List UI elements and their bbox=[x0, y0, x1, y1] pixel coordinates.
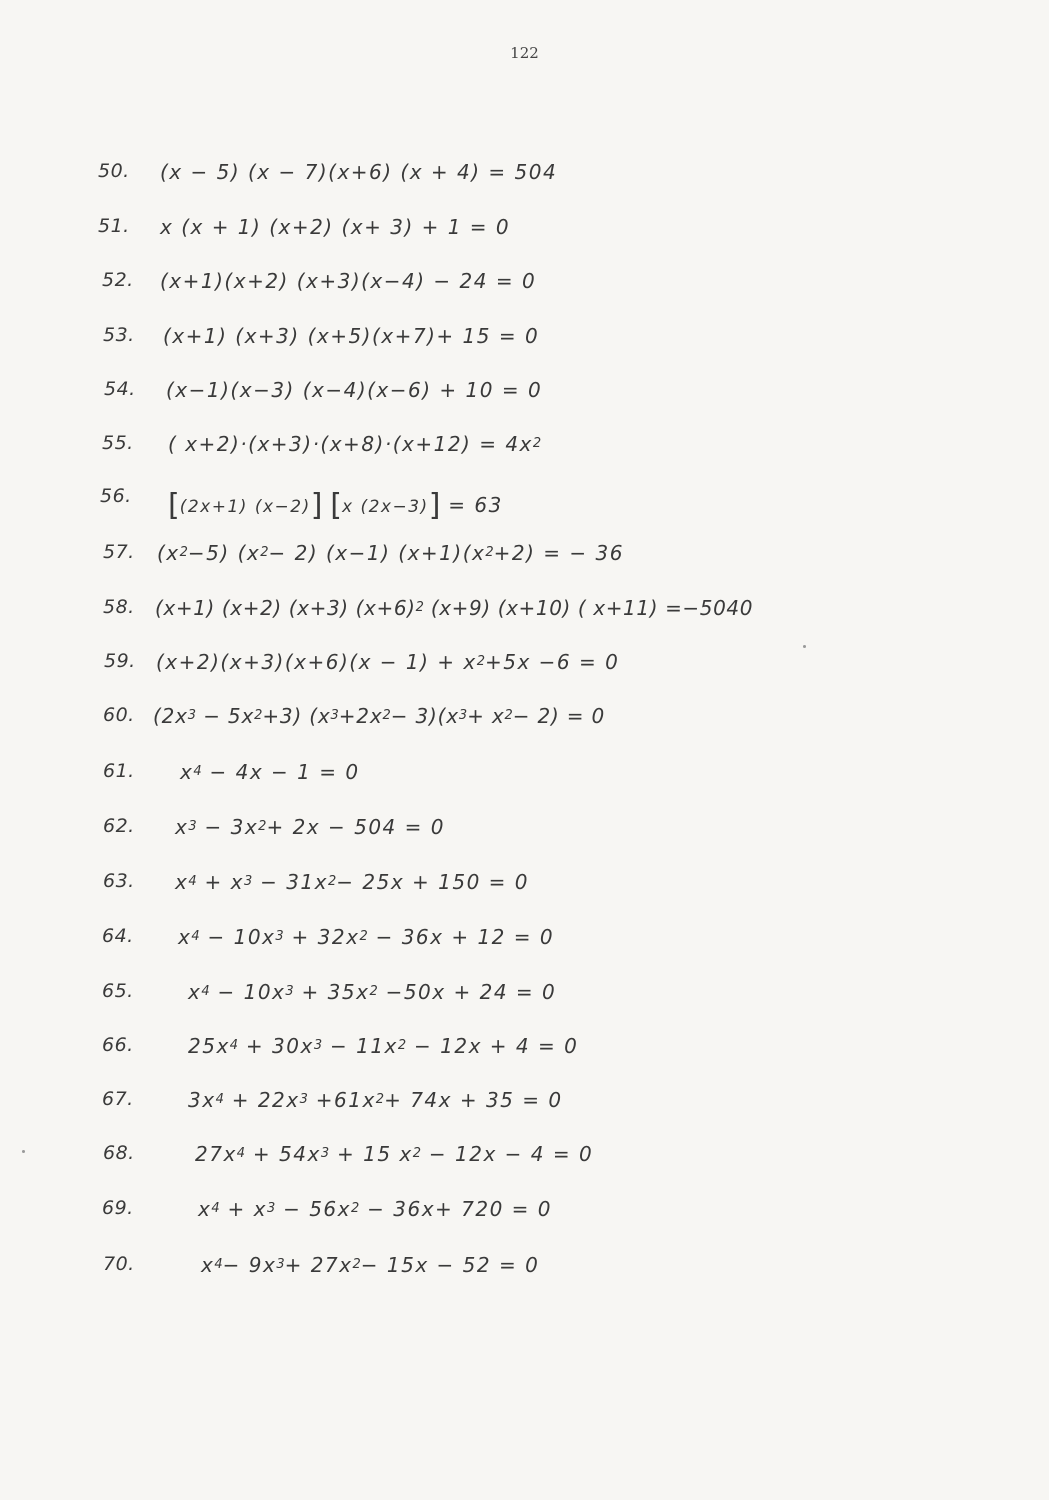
equation: ( $x+2)\cdot(x+3)\cdot(x+8)\cdot(x+12) = 4x^2$ bbox=[168, 432, 542, 456]
equation: $27x^4 + 54x^3 + 15$ $x^2 - 12x - 4 = 0$ bbox=[195, 1142, 594, 1166]
problem-number: 60. bbox=[103, 704, 135, 726]
equation: (x+1)(x+2) (x+3)(x−4) − 24 = 0 bbox=[160, 269, 537, 293]
problem-number: 53. bbox=[103, 324, 135, 346]
problem-number: 51. bbox=[98, 215, 130, 237]
problem-number: 58. bbox=[103, 596, 135, 618]
problem-number: 50. bbox=[98, 160, 130, 182]
stray-mark bbox=[22, 1150, 25, 1153]
equation: (x−1)(x−3) (x−4)(x−6) + 10 = 0 bbox=[166, 378, 543, 402]
problem-number: 65. bbox=[102, 980, 134, 1002]
problem-number: 66. bbox=[102, 1034, 134, 1056]
equation: (x+1) (x+3) (x+5)(x+7)+ 15 = 0 bbox=[163, 324, 540, 348]
problem-number: 70. bbox=[103, 1253, 135, 1275]
equation: $3x^4 + 22x^3 +61x^2+ 74x + 35 = 0$ bbox=[188, 1088, 563, 1112]
problem-number: 59. bbox=[104, 650, 136, 672]
problem-number: 67. bbox=[102, 1088, 134, 1110]
problem-number: 64. bbox=[102, 925, 134, 947]
problem-number: 57. bbox=[103, 541, 135, 563]
problem-number: 62. bbox=[103, 815, 135, 837]
problem-number: 68. bbox=[103, 1142, 135, 1164]
problem-number: 55. bbox=[102, 432, 134, 454]
equation: $x^4 + x^3 - 31x^2- 25x + 150 = 0$ bbox=[175, 870, 530, 894]
equation: $x^4 - 10x^3 + 35x^2 -50x + 24 = 0$ bbox=[188, 980, 557, 1004]
equation: $x^4 - 10x^3 + 32x^2 - 36x + 12 = 0$ bbox=[178, 925, 555, 949]
equation: $x^4- 9x^3+ 27x^2- 15x - 52 = 0$ bbox=[201, 1253, 540, 1277]
stray-mark bbox=[803, 645, 806, 648]
equation: $(x^2-5)$ $(x^2- 2)$ (x−1) $(x+1)(x^2+2)$ = − 36 bbox=[157, 541, 624, 565]
page-number: 122 bbox=[510, 44, 539, 62]
equation: $x^4 - 4x - 1 = 0$ bbox=[180, 760, 360, 784]
equation: $(2x^3 - 5x^2+3)$ $(x^3+2x^2- 3)(x^3+ x^2- 2) = 0$ bbox=[153, 704, 606, 728]
problem-number: 63. bbox=[103, 870, 135, 892]
equation: $x^3 - 3x^2+ 2x - 504 = 0$ bbox=[175, 815, 445, 839]
equation: $25x^4 + 30x^3 - 11x^2 - 12x + 4 = 0$ bbox=[188, 1034, 579, 1058]
problem-number: 69. bbox=[102, 1197, 134, 1219]
problem-number: 56. bbox=[100, 485, 132, 507]
equation: (x − 5) (x − 7)(x+6) (x + 4) = 504 bbox=[160, 160, 558, 184]
equation: $(x+2)(x+3)(x+6)(x - 1) + x^2+5x -6 = 0$ bbox=[156, 650, 620, 674]
equation: [(2x+1) (x−2)] [x (2x−3)] = 63 bbox=[168, 488, 503, 523]
equation: x (x + 1) (x+2) (x+ 3) + 1 = 0 bbox=[160, 215, 511, 239]
problem-number: 61. bbox=[103, 760, 135, 782]
equation: (x+1) (x+2) (x+3) $(x+6)^2$ (x+9) (x+10) ( x+11) =−5040 bbox=[155, 596, 754, 620]
problem-number: 54. bbox=[104, 378, 136, 400]
equation: $x^4 + x^3 - 56x^2 - 36x+ 720 = 0$ bbox=[198, 1197, 553, 1221]
problem-number: 52. bbox=[102, 269, 134, 291]
